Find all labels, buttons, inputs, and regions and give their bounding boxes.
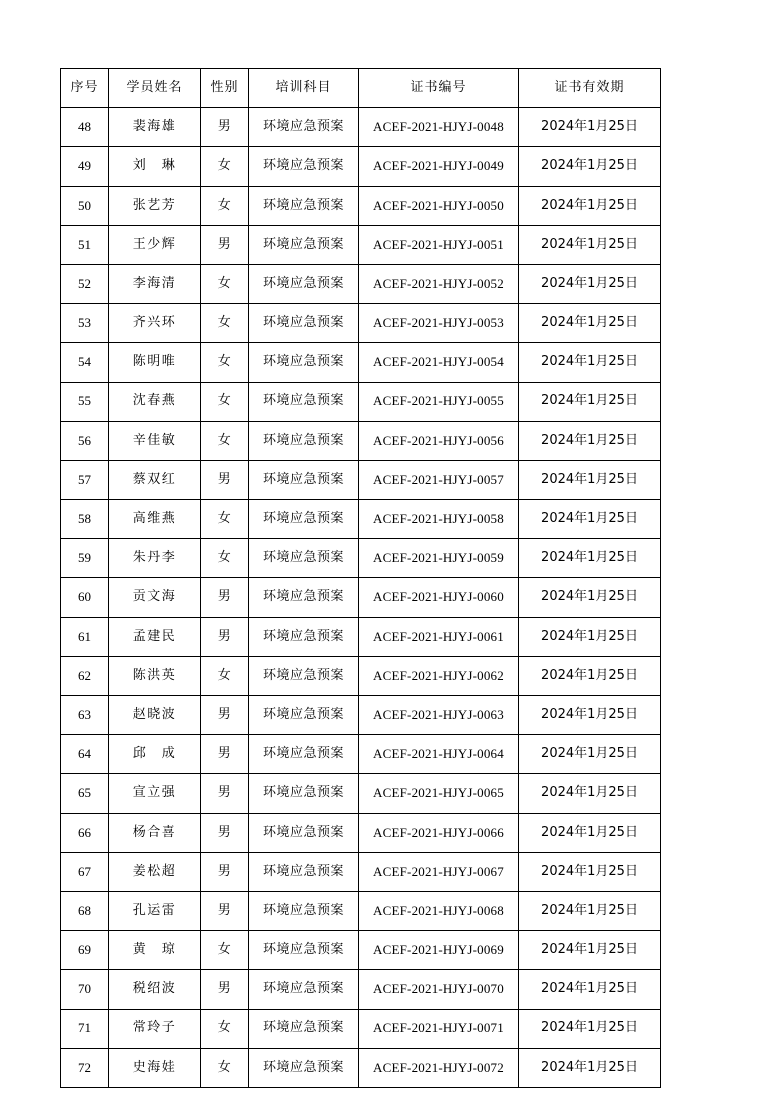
cell-cert-no: ACEF-2021-HJYJ-0048 <box>359 108 519 147</box>
cell-name: 宣立强 <box>109 774 201 813</box>
cell-name: 杨合喜 <box>109 813 201 852</box>
cell-name: 常玲子 <box>109 1009 201 1048</box>
cell-subject: 环境应急预案 <box>249 1048 359 1087</box>
table-row <box>61 578 661 617</box>
cell-cert-no: ACEF-2021-HJYJ-0059 <box>359 539 519 578</box>
cell-subject: 环境应急预案 <box>249 774 359 813</box>
cell-subject: 环境应急预案 <box>249 735 359 774</box>
cell-no: 49 <box>61 147 109 186</box>
cell-validity: 2024年1月25日 <box>519 617 661 656</box>
cell-cert-no: ACEF-2021-HJYJ-0054 <box>359 343 519 382</box>
cell-subject: 环境应急预案 <box>249 696 359 735</box>
cell-name: 刘 琳 <box>109 147 201 186</box>
cell-name: 蔡双红 <box>109 460 201 499</box>
cell-subject: 环境应急预案 <box>249 108 359 147</box>
cell-subject: 环境应急预案 <box>249 264 359 303</box>
cell-validity: 2024年1月25日 <box>519 1009 661 1048</box>
cell-no: 59 <box>61 539 109 578</box>
table-row <box>61 735 661 774</box>
cell-cert-no: ACEF-2021-HJYJ-0058 <box>359 500 519 539</box>
column-header-validity: 证书有效期 <box>519 69 661 108</box>
cell-subject: 环境应急预案 <box>249 656 359 695</box>
cell-cert-no: ACEF-2021-HJYJ-0067 <box>359 852 519 891</box>
cell-gender: 男 <box>201 617 249 656</box>
cell-no: 53 <box>61 304 109 343</box>
cell-validity: 2024年1月25日 <box>519 304 661 343</box>
cell-gender: 男 <box>201 578 249 617</box>
cell-name: 邱 成 <box>109 735 201 774</box>
column-header-subject: 培训科目 <box>249 69 359 108</box>
cell-no: 65 <box>61 774 109 813</box>
cell-name: 姜松超 <box>109 852 201 891</box>
cell-name: 裴海雄 <box>109 108 201 147</box>
cell-validity: 2024年1月25日 <box>519 421 661 460</box>
cell-subject: 环境应急预案 <box>249 970 359 1009</box>
cell-gender: 男 <box>201 108 249 147</box>
cell-no: 69 <box>61 931 109 970</box>
cell-subject: 环境应急预案 <box>249 931 359 970</box>
column-header-gender: 性别 <box>201 69 249 108</box>
cell-no: 52 <box>61 264 109 303</box>
cell-validity: 2024年1月25日 <box>519 696 661 735</box>
cell-subject: 环境应急预案 <box>249 1009 359 1048</box>
cell-gender: 男 <box>201 891 249 930</box>
cell-name: 高维燕 <box>109 500 201 539</box>
cell-name: 税绍波 <box>109 970 201 1009</box>
cell-validity: 2024年1月25日 <box>519 1048 661 1087</box>
cell-cert-no: ACEF-2021-HJYJ-0050 <box>359 186 519 225</box>
certificate-table <box>60 68 661 1088</box>
cell-cert-no: ACEF-2021-HJYJ-0072 <box>359 1048 519 1087</box>
cell-name: 陈洪英 <box>109 656 201 695</box>
cell-subject: 环境应急预案 <box>249 460 359 499</box>
cell-no: 63 <box>61 696 109 735</box>
column-header-name: 学员姓名 <box>109 69 201 108</box>
cell-subject: 环境应急预案 <box>249 304 359 343</box>
cell-validity: 2024年1月25日 <box>519 931 661 970</box>
table-row <box>61 264 661 303</box>
cell-no: 72 <box>61 1048 109 1087</box>
cell-subject: 环境应急预案 <box>249 539 359 578</box>
cell-cert-no: ACEF-2021-HJYJ-0065 <box>359 774 519 813</box>
cell-name: 沈春燕 <box>109 382 201 421</box>
cell-subject: 环境应急预案 <box>249 147 359 186</box>
cell-name: 孔运雷 <box>109 891 201 930</box>
cell-cert-no: ACEF-2021-HJYJ-0063 <box>359 696 519 735</box>
cell-cert-no: ACEF-2021-HJYJ-0056 <box>359 421 519 460</box>
cell-no: 67 <box>61 852 109 891</box>
cell-no: 58 <box>61 500 109 539</box>
cell-cert-no: ACEF-2021-HJYJ-0052 <box>359 264 519 303</box>
cell-validity: 2024年1月25日 <box>519 970 661 1009</box>
cell-name: 张艺芳 <box>109 186 201 225</box>
cell-name: 辛佳敏 <box>109 421 201 460</box>
cell-no: 50 <box>61 186 109 225</box>
cell-no: 66 <box>61 813 109 852</box>
cell-no: 54 <box>61 343 109 382</box>
cell-cert-no: ACEF-2021-HJYJ-0051 <box>359 225 519 264</box>
cell-subject: 环境应急预案 <box>249 852 359 891</box>
cell-subject: 环境应急预案 <box>249 225 359 264</box>
cell-cert-no: ACEF-2021-HJYJ-0060 <box>359 578 519 617</box>
cell-validity: 2024年1月25日 <box>519 460 661 499</box>
cell-subject: 环境应急预案 <box>249 813 359 852</box>
certificate-table-container <box>60 68 660 1088</box>
cell-cert-no: ACEF-2021-HJYJ-0053 <box>359 304 519 343</box>
cell-validity: 2024年1月25日 <box>519 656 661 695</box>
cell-name: 王少辉 <box>109 225 201 264</box>
table-row <box>61 852 661 891</box>
table-row <box>61 1009 661 1048</box>
cell-cert-no: ACEF-2021-HJYJ-0071 <box>359 1009 519 1048</box>
cell-gender: 男 <box>201 735 249 774</box>
cell-subject: 环境应急预案 <box>249 500 359 539</box>
cell-no: 71 <box>61 1009 109 1048</box>
table-row <box>61 617 661 656</box>
table-row <box>61 147 661 186</box>
table-row <box>61 656 661 695</box>
table-row <box>61 931 661 970</box>
cell-validity: 2024年1月25日 <box>519 186 661 225</box>
table-row <box>61 1048 661 1087</box>
cell-subject: 环境应急预案 <box>249 891 359 930</box>
cell-name: 朱丹李 <box>109 539 201 578</box>
table-row <box>61 343 661 382</box>
cell-name: 孟建民 <box>109 617 201 656</box>
table-row <box>61 696 661 735</box>
cell-validity: 2024年1月25日 <box>519 578 661 617</box>
cell-validity: 2024年1月25日 <box>519 382 661 421</box>
table-body <box>61 108 661 1088</box>
cell-no: 56 <box>61 421 109 460</box>
cell-no: 51 <box>61 225 109 264</box>
cell-gender: 女 <box>201 147 249 186</box>
cell-gender: 男 <box>201 970 249 1009</box>
cell-name: 黄 琼 <box>109 931 201 970</box>
cell-validity: 2024年1月25日 <box>519 774 661 813</box>
table-row <box>61 970 661 1009</box>
cell-validity: 2024年1月25日 <box>519 539 661 578</box>
cell-validity: 2024年1月25日 <box>519 500 661 539</box>
cell-no: 62 <box>61 656 109 695</box>
cell-name: 陈明唯 <box>109 343 201 382</box>
cell-cert-no: ACEF-2021-HJYJ-0049 <box>359 147 519 186</box>
cell-gender: 女 <box>201 500 249 539</box>
cell-gender: 男 <box>201 852 249 891</box>
cell-validity: 2024年1月25日 <box>519 891 661 930</box>
table-row <box>61 186 661 225</box>
cell-cert-no: ACEF-2021-HJYJ-0062 <box>359 656 519 695</box>
cell-gender: 女 <box>201 186 249 225</box>
cell-validity: 2024年1月25日 <box>519 735 661 774</box>
table-row <box>61 500 661 539</box>
table-row <box>61 539 661 578</box>
cell-no: 55 <box>61 382 109 421</box>
table-row <box>61 108 661 147</box>
cell-gender: 男 <box>201 774 249 813</box>
cell-gender: 女 <box>201 931 249 970</box>
column-header-no: 序号 <box>61 69 109 108</box>
cell-subject: 环境应急预案 <box>249 382 359 421</box>
table-row <box>61 382 661 421</box>
cell-no: 57 <box>61 460 109 499</box>
cell-no: 70 <box>61 970 109 1009</box>
table-row <box>61 225 661 264</box>
table-row <box>61 304 661 343</box>
cell-cert-no: ACEF-2021-HJYJ-0068 <box>359 891 519 930</box>
cell-validity: 2024年1月25日 <box>519 852 661 891</box>
cell-cert-no: ACEF-2021-HJYJ-0070 <box>359 970 519 1009</box>
cell-no: 68 <box>61 891 109 930</box>
cell-subject: 环境应急预案 <box>249 186 359 225</box>
cell-gender: 女 <box>201 382 249 421</box>
table-header-row <box>61 69 661 108</box>
cell-no: 48 <box>61 108 109 147</box>
cell-name: 赵晓波 <box>109 696 201 735</box>
cell-gender: 女 <box>201 304 249 343</box>
table-header <box>61 69 661 108</box>
cell-gender: 女 <box>201 421 249 460</box>
cell-gender: 女 <box>201 656 249 695</box>
cell-gender: 女 <box>201 264 249 303</box>
cell-cert-no: ACEF-2021-HJYJ-0069 <box>359 931 519 970</box>
cell-gender: 女 <box>201 1048 249 1087</box>
cell-gender: 男 <box>201 696 249 735</box>
cell-validity: 2024年1月25日 <box>519 343 661 382</box>
cell-validity: 2024年1月25日 <box>519 813 661 852</box>
cell-cert-no: ACEF-2021-HJYJ-0066 <box>359 813 519 852</box>
cell-validity: 2024年1月25日 <box>519 147 661 186</box>
cell-gender: 男 <box>201 813 249 852</box>
cell-gender: 女 <box>201 539 249 578</box>
cell-no: 64 <box>61 735 109 774</box>
cell-name: 齐兴环 <box>109 304 201 343</box>
cell-name: 史海娃 <box>109 1048 201 1087</box>
cell-subject: 环境应急预案 <box>249 343 359 382</box>
table-row <box>61 774 661 813</box>
cell-gender: 男 <box>201 225 249 264</box>
cell-gender: 女 <box>201 343 249 382</box>
cell-validity: 2024年1月25日 <box>519 108 661 147</box>
cell-subject: 环境应急预案 <box>249 617 359 656</box>
cell-cert-no: ACEF-2021-HJYJ-0061 <box>359 617 519 656</box>
cell-cert-no: ACEF-2021-HJYJ-0055 <box>359 382 519 421</box>
cell-validity: 2024年1月25日 <box>519 264 661 303</box>
table-row <box>61 421 661 460</box>
cell-gender: 男 <box>201 460 249 499</box>
table-row <box>61 813 661 852</box>
cell-validity: 2024年1月25日 <box>519 225 661 264</box>
cell-cert-no: ACEF-2021-HJYJ-0057 <box>359 460 519 499</box>
cell-subject: 环境应急预案 <box>249 578 359 617</box>
cell-subject: 环境应急预案 <box>249 421 359 460</box>
table-row <box>61 891 661 930</box>
cell-no: 61 <box>61 617 109 656</box>
cell-cert-no: ACEF-2021-HJYJ-0064 <box>359 735 519 774</box>
cell-no: 60 <box>61 578 109 617</box>
cell-gender: 女 <box>201 1009 249 1048</box>
cell-name: 李海清 <box>109 264 201 303</box>
cell-name: 贡文海 <box>109 578 201 617</box>
column-header-cert-no: 证书编号 <box>359 69 519 108</box>
table-row <box>61 460 661 499</box>
